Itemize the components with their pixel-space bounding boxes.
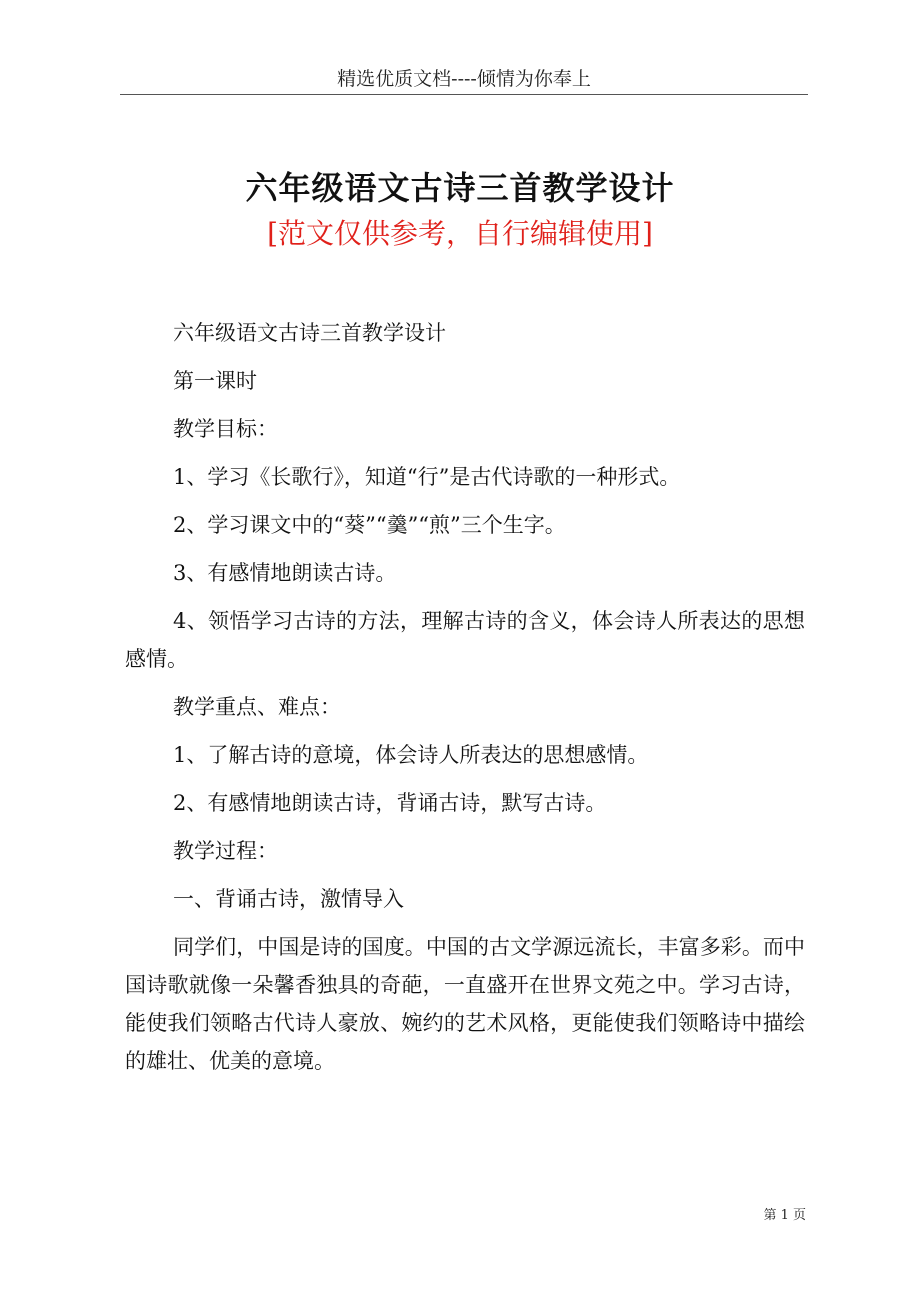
document-title: 六年级语文古诗三首教学设计 — [245, 169, 675, 207]
paragraph-goal-1: 1、学习《长歌行》，知道“行”是古代诗歌的一种形式。 — [173, 465, 681, 489]
paragraph-goal-3: 3、有感情地朗读古诗。 — [173, 561, 397, 585]
paragraph-first-period: 第一课时 — [173, 369, 257, 393]
paragraph-key-point-1: 1、了解古诗的意境，体会诗人所表达的思想感情。 — [173, 743, 649, 767]
paragraph-step-1-heading: 一、背诵古诗，激情导入 — [173, 887, 404, 911]
paragraph-goal-2: 2、学习课文中的“葵”“羹”“煎”三个生字。 — [173, 513, 566, 537]
paragraph-lesson-title: 六年级语文古诗三首教学设计 — [173, 321, 446, 345]
document-subtitle: [范文仅供参考，自行编辑使用] — [267, 217, 653, 250]
paragraph-process-heading: 教学过程： — [173, 839, 278, 863]
page-number: 第 1 页 — [763, 1208, 806, 1223]
paragraph-key-points-heading: 教学重点、难点： — [173, 695, 341, 719]
document-body — [125, 314, 805, 1090]
paragraph-intro-text: 同学们，中国是诗的国度。中国的古文学源远流长，丰富多彩。而中国诗歌就像一朵馨香独具的奇葩，一直盛开在世界文苑之中。学习古诗，能使我们领略古代诗人豪放、婉约的艺术风格，更能使我们领略诗中描绘的雄壮、优美的意境。 — [125, 935, 805, 1073]
paragraph-goal-4: 4、领悟学习古诗的方法，理解古诗的含义，体会诗人所表达的思想感情。 — [125, 609, 805, 671]
page-header: 精选优质文档----倾情为你奉上 — [120, 64, 808, 95]
paragraph-goals-heading: 教学目标： — [173, 417, 278, 441]
paragraph-key-point-2: 2、有感情地朗读古诗，背诵古诗，默写古诗。 — [173, 791, 607, 815]
